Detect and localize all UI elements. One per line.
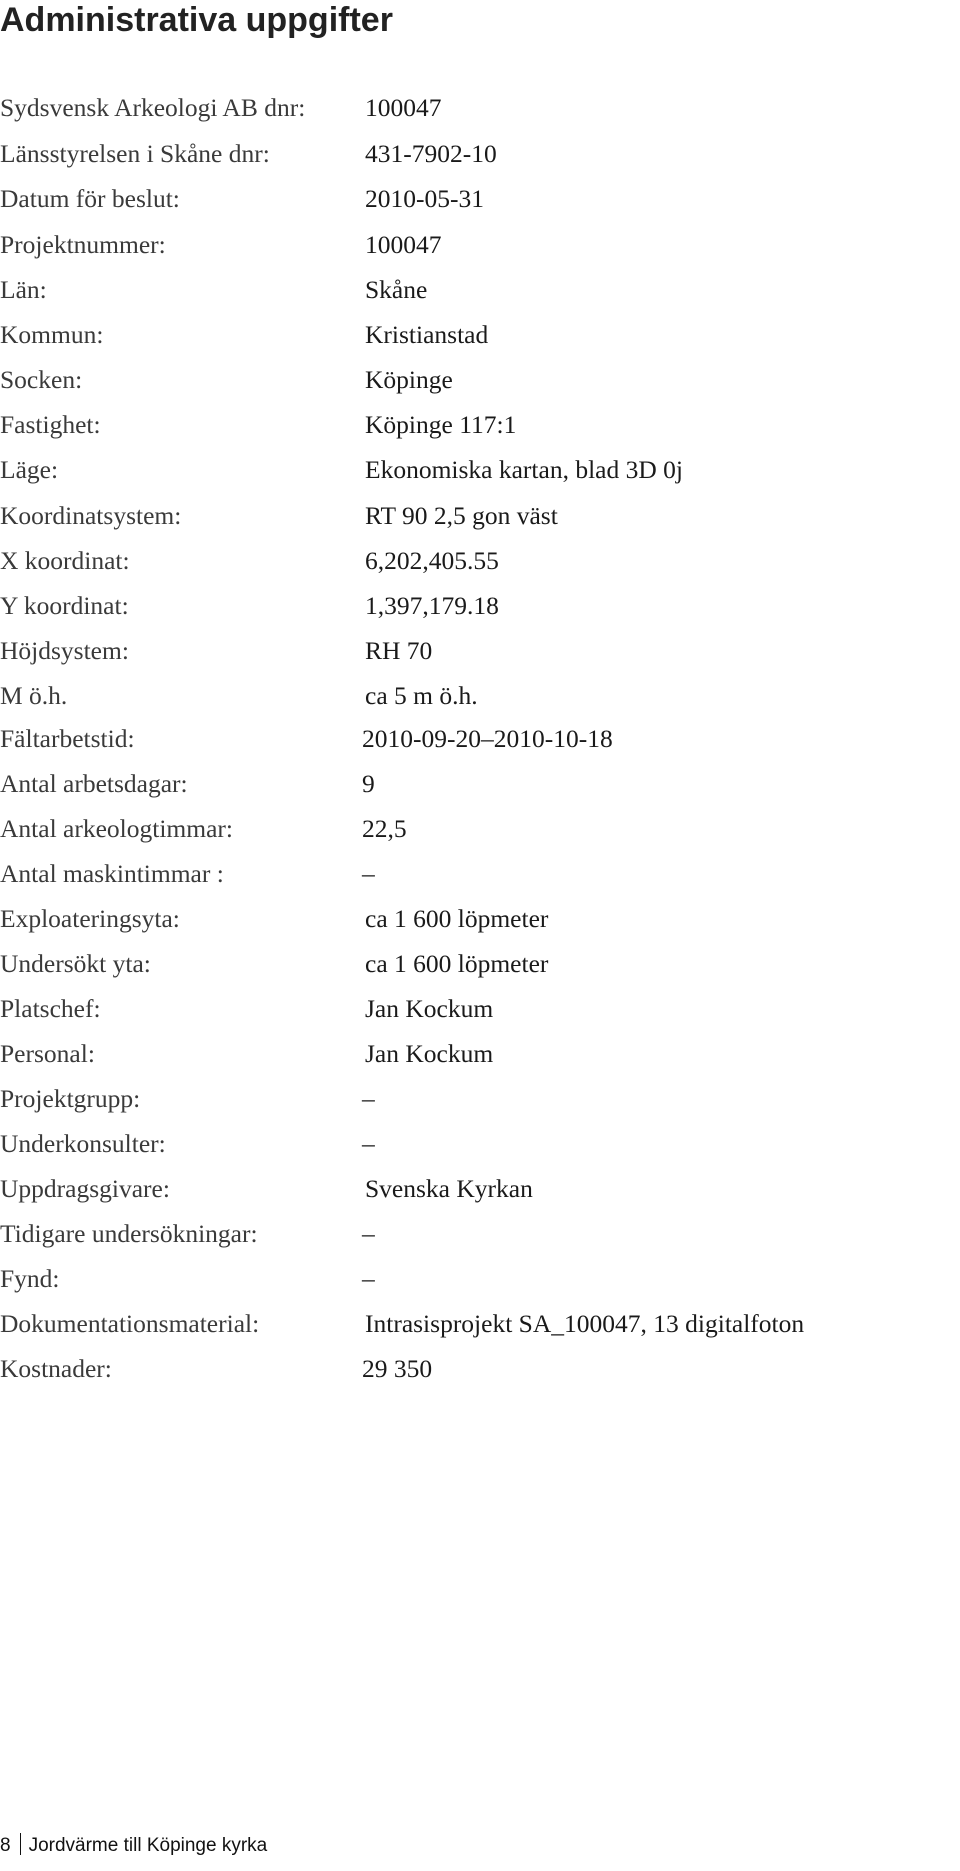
detail-value: – — [362, 859, 375, 888]
detail-value: Ekonomiska kartan, blad 3D 0j — [365, 455, 683, 484]
detail-label: Sydsvensk Arkeologi AB dnr: — [0, 93, 306, 122]
detail-value: 29 350 — [362, 1354, 433, 1383]
detail-row — [0, 1036, 960, 1072]
detail-value: – — [362, 1084, 375, 1113]
detail-value: RH 70 — [365, 636, 433, 665]
detail-value: RT 90 2,5 gon väst — [365, 501, 558, 530]
detail-label: Höjdsystem: — [0, 636, 129, 665]
detail-row — [0, 678, 960, 714]
detail-label: Kostnader: — [0, 1354, 112, 1383]
detail-label: Dokumentationsmaterial: — [0, 1309, 260, 1338]
detail-label: Koordinatsystem: — [0, 501, 182, 530]
detail-label: Tidigare undersökningar: — [0, 1219, 258, 1248]
detail-value: – — [362, 1129, 375, 1158]
detail-label: Projektnummer: — [0, 230, 166, 259]
detail-value: 431-7902-10 — [365, 139, 497, 168]
detail-row — [0, 543, 960, 579]
detail-row — [0, 1081, 960, 1117]
detail-row — [0, 1126, 960, 1162]
detail-row — [0, 991, 960, 1027]
detail-label: Uppdragsgivare: — [0, 1174, 170, 1203]
detail-row — [0, 407, 960, 443]
footer-separator — [20, 1833, 21, 1855]
detail-value: 2010-09-20–2010-10-18 — [362, 724, 613, 753]
detail-row — [0, 272, 960, 308]
detail-value: Kristianstad — [365, 320, 489, 349]
detail-label: Antal arkeologtimmar: — [0, 814, 233, 843]
detail-row — [0, 633, 960, 669]
detail-label: Personal: — [0, 1039, 95, 1068]
document-title: Jordvärme till Köpinge kyrka — [28, 1835, 268, 1856]
detail-row — [0, 362, 960, 398]
detail-value: 1,397,179.18 — [365, 591, 499, 620]
detail-label: Läge: — [0, 455, 59, 484]
detail-label: Fynd: — [0, 1264, 60, 1293]
detail-value: Jan Kockum — [365, 1039, 494, 1068]
detail-label: Undersökt yta: — [0, 949, 151, 978]
detail-label: Projektgrupp: — [0, 1084, 141, 1113]
detail-row — [0, 588, 960, 624]
detail-label: Länsstyrelsen i Skåne dnr: — [0, 139, 270, 168]
detail-label: Fältarbetstid: — [0, 724, 135, 753]
page-heading: Administrativa uppgifter — [0, 1, 393, 39]
page-footer — [0, 1833, 267, 1859]
detail-label: Platschef: — [0, 994, 101, 1023]
detail-row — [0, 1306, 960, 1342]
detail-row — [0, 452, 960, 488]
detail-label: Antal arbetsdagar: — [0, 769, 188, 798]
detail-value: Köpinge 117:1 — [365, 410, 517, 439]
detail-row — [0, 227, 960, 263]
detail-row — [0, 181, 960, 217]
detail-row — [0, 1216, 960, 1252]
detail-row — [0, 721, 960, 757]
detail-label: Exploateringsyta: — [0, 904, 180, 933]
page-number: 8 — [0, 1835, 11, 1856]
detail-label: M ö.h. — [0, 681, 68, 710]
detail-label: Län: — [0, 275, 47, 304]
detail-row — [0, 136, 960, 172]
detail-value: 22,5 — [362, 814, 407, 843]
detail-row — [0, 1171, 960, 1207]
detail-label: Y koordinat: — [0, 591, 129, 620]
detail-value: Köpinge — [365, 365, 453, 394]
detail-value: ca 5 m ö.h. — [365, 681, 478, 710]
detail-row — [0, 811, 960, 847]
detail-value: Svenska Kyrkan — [365, 1174, 533, 1203]
detail-row — [0, 946, 960, 982]
detail-value: ca 1 600 löpmeter — [365, 904, 549, 933]
detail-label: X koordinat: — [0, 546, 130, 575]
detail-label: Kommun: — [0, 320, 104, 349]
detail-value: 9 — [362, 769, 375, 798]
detail-row — [0, 317, 960, 353]
detail-label: Antal maskintimmar : — [0, 859, 224, 888]
detail-value: Skåne — [365, 275, 428, 304]
detail-row — [0, 856, 960, 892]
detail-value: ca 1 600 löpmeter — [365, 949, 549, 978]
detail-value: 2010-05-31 — [365, 184, 484, 213]
detail-value: – — [362, 1264, 375, 1293]
detail-row — [0, 766, 960, 802]
detail-value: Jan Kockum — [365, 994, 494, 1023]
detail-value: 100047 — [365, 230, 442, 259]
detail-row — [0, 901, 960, 937]
detail-row — [0, 498, 960, 534]
detail-label: Socken: — [0, 365, 83, 394]
detail-value: 100047 — [365, 93, 442, 122]
detail-value: – — [362, 1219, 375, 1248]
detail-label: Fastighet: — [0, 410, 101, 439]
detail-value: 6,202,405.55 — [365, 546, 499, 575]
detail-row — [0, 1351, 960, 1387]
detail-row — [0, 1261, 960, 1297]
detail-label: Underkonsulter: — [0, 1129, 166, 1158]
detail-value: Intrasisprojekt SA_100047, 13 digitalfoton — [365, 1309, 805, 1338]
detail-row — [0, 90, 960, 126]
detail-label: Datum för beslut: — [0, 184, 180, 213]
